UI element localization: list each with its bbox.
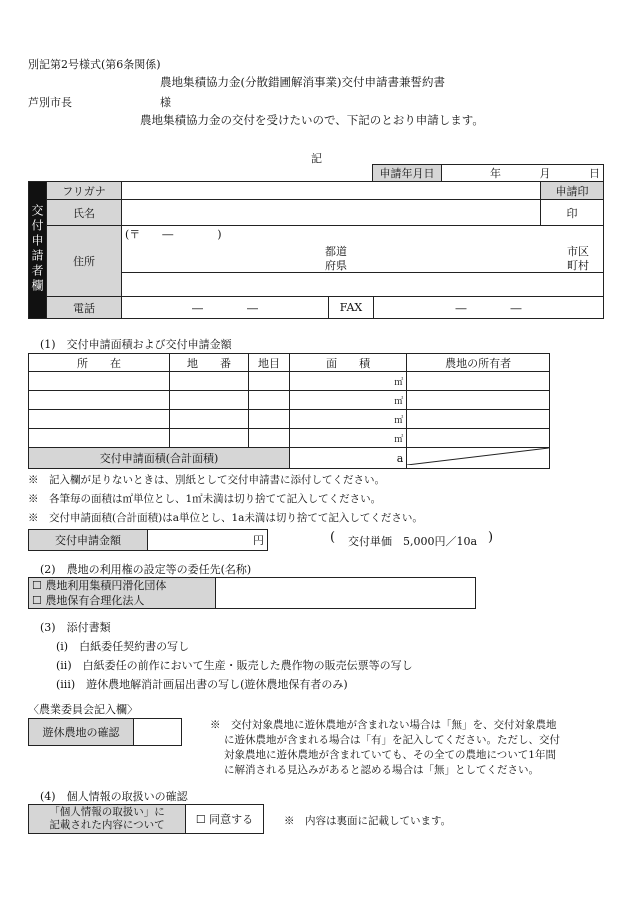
day-label: 日 [589, 167, 600, 180]
note-2: ※ 各筆毎の面積は㎡単位とし、1㎡未満は切り捨てて記入してください。 [28, 493, 382, 505]
fax-dashes: ― ― [455, 301, 522, 315]
month-label: 月 [539, 167, 551, 180]
phone-label: 電話 [47, 297, 122, 319]
col-lot: 地 番 [170, 354, 249, 372]
fax-label: FAX [329, 297, 374, 319]
col-category: 地目 [249, 354, 290, 372]
furigana-field[interactable] [122, 182, 541, 200]
owner-blank-cell [407, 448, 550, 469]
unit-a: a [386, 448, 407, 469]
attachment-1: (i) 白紙委任契約書の写し [56, 640, 190, 653]
committee-note-line: 対象農地に遊休農地が含まれていても、その全ての農地について1年間 [224, 749, 556, 761]
bracket-left: ( [330, 530, 336, 545]
attachment-2: (ii) 白紙委任の前作において生産・販売した農作物の販売伝票等の写し [56, 659, 413, 672]
privacy-table [28, 804, 264, 834]
date-field[interactable] [442, 165, 604, 182]
amount-field[interactable] [148, 530, 268, 551]
bracket-right: ) [488, 530, 494, 545]
unit-m2: ㎡ [386, 372, 407, 391]
intro-text: 農地集積協力金の交付を受けたいので、下記のとおり申請します。 [140, 113, 484, 127]
lot-cell[interactable] [170, 391, 249, 410]
owner-cell[interactable] [407, 429, 550, 448]
category-cell[interactable] [249, 410, 290, 429]
table-row [29, 429, 550, 448]
location-cell[interactable] [29, 429, 170, 448]
amount-table [28, 529, 268, 551]
applicant-side-label: 交付申請者欄 [29, 182, 47, 319]
chouson-label: 町村 [567, 259, 589, 272]
table-row [29, 410, 550, 429]
lot-cell[interactable] [170, 410, 249, 429]
todo-label: 都道 [325, 245, 347, 258]
lot-cell[interactable] [170, 429, 249, 448]
col-area: 面 積 [290, 354, 407, 372]
area-cell[interactable] [290, 391, 387, 410]
phone-dashes: ― ― [192, 301, 258, 315]
privacy-label-line1: 「個人情報の取扱い」に [49, 806, 165, 818]
seal-label: 申請印 [541, 182, 604, 200]
committee-note-line: に解消される見込みがあると認める場合は「無」としてください。 [224, 764, 539, 776]
unit-m2: ㎡ [386, 410, 407, 429]
fax-field[interactable] [374, 297, 604, 319]
unit-m2: ㎡ [386, 391, 407, 410]
option-cooperative[interactable]: ☐ 農地利用集積円滑化団体 [32, 579, 167, 592]
note-3: ※ 交付申請面積(合計面積)はa単位とし、1a未満は切り捨てて記入してください。 [28, 512, 423, 524]
committee-note-line: ※ 交付対象農地に遊休農地が含まれない場合は「無」を、交付対象農地 [210, 719, 557, 731]
address-field[interactable] [122, 242, 604, 273]
agree-checkbox[interactable]: ☐ 同意する [186, 805, 264, 834]
committee-note-line: に遊休農地が含まれる場合は「有」を記入してください。ただし、交付 [224, 734, 560, 746]
committee-heading: 〈農業委員会記入欄〉 [28, 703, 138, 716]
category-cell[interactable] [249, 372, 290, 391]
owner-cell[interactable] [407, 391, 550, 410]
name-label: 氏名 [47, 200, 122, 226]
option-corporation[interactable]: ☐ 農地保有合理化法人 [32, 594, 145, 607]
privacy-label-line2: 記載された内容について [49, 819, 165, 831]
committee-table [28, 718, 182, 746]
addressee-honorific: 様 [160, 96, 171, 109]
total-area-label: 交付申請面積(合計面積) [29, 448, 290, 469]
postal-field[interactable] [122, 226, 604, 243]
area-cell[interactable] [290, 410, 387, 429]
unit-price: 交付単価 5,000円／10a [348, 535, 478, 548]
location-cell[interactable] [29, 372, 170, 391]
date-table [372, 164, 604, 182]
land-table [28, 353, 550, 469]
form-id: 別記第2号様式(第6条関係) [28, 58, 161, 71]
ki-heading: 記 [311, 152, 322, 165]
form-title: 農地集積協力金(分散錯圃解消事業)交付申請書兼誓約書 [160, 75, 445, 89]
owner-cell[interactable] [407, 372, 550, 391]
phone-field[interactable] [122, 297, 329, 319]
diagonal-line [407, 448, 549, 465]
location-cell[interactable] [29, 391, 170, 410]
address-detail-field[interactable] [122, 273, 604, 297]
attachment-3: (iii) 遊休農地解消計画届出書の写し(遊休農地保有者のみ) [56, 678, 348, 691]
owner-cell[interactable] [407, 410, 550, 429]
year-label: 年 [490, 167, 501, 180]
shiku-label: 市区 [567, 245, 589, 258]
seal-mark: 印 [541, 200, 604, 226]
postal-code: (〒 ― ) [125, 228, 222, 241]
section2-heading: (2) 農地の利用権の設定等の委任先(名称) [40, 563, 252, 576]
section1-heading: (1) 交付申請面積および交付申請金額 [40, 338, 232, 351]
lot-cell[interactable] [170, 372, 249, 391]
amount-label: 交付申請金額 [29, 530, 148, 551]
section3-heading: (3) 添付書類 [40, 621, 111, 634]
delegate-name-field[interactable] [216, 578, 476, 609]
unit-m2: ㎡ [386, 429, 407, 448]
table-row [29, 372, 550, 391]
date-label: 申請年月日 [373, 165, 442, 182]
col-owner: 農地の所有者 [407, 354, 550, 372]
name-field[interactable] [122, 200, 541, 226]
privacy-note: ※ 内容は裏面に記載しています。 [284, 815, 452, 827]
yen-unit: 円 [253, 534, 264, 547]
note-1: ※ 記入欄が足りないときは、別紙として交付申請書に添付してください。 [28, 474, 385, 486]
privacy-label [29, 805, 186, 834]
idle-land-label: 遊休農地の確認 [29, 719, 134, 746]
applicant-table [28, 181, 604, 319]
location-cell[interactable] [29, 410, 170, 429]
category-cell[interactable] [249, 391, 290, 410]
table-row [29, 391, 550, 410]
committee-note [210, 718, 560, 778]
addressee: 芦別市長 [28, 96, 72, 109]
area-cell[interactable] [290, 429, 387, 448]
idle-land-field[interactable] [134, 719, 182, 746]
category-cell[interactable] [249, 429, 290, 448]
section4-heading: (4) 個人情報の取扱いの確認 [40, 790, 188, 803]
total-area-cell[interactable] [290, 448, 387, 469]
furigana-label: フリガナ [47, 182, 122, 200]
delegate-table [28, 577, 476, 609]
address-label: 住所 [47, 226, 122, 297]
delegate-options [29, 578, 216, 609]
col-location: 所 在 [29, 354, 170, 372]
area-cell[interactable] [290, 372, 387, 391]
fuken-label: 府県 [325, 259, 347, 272]
